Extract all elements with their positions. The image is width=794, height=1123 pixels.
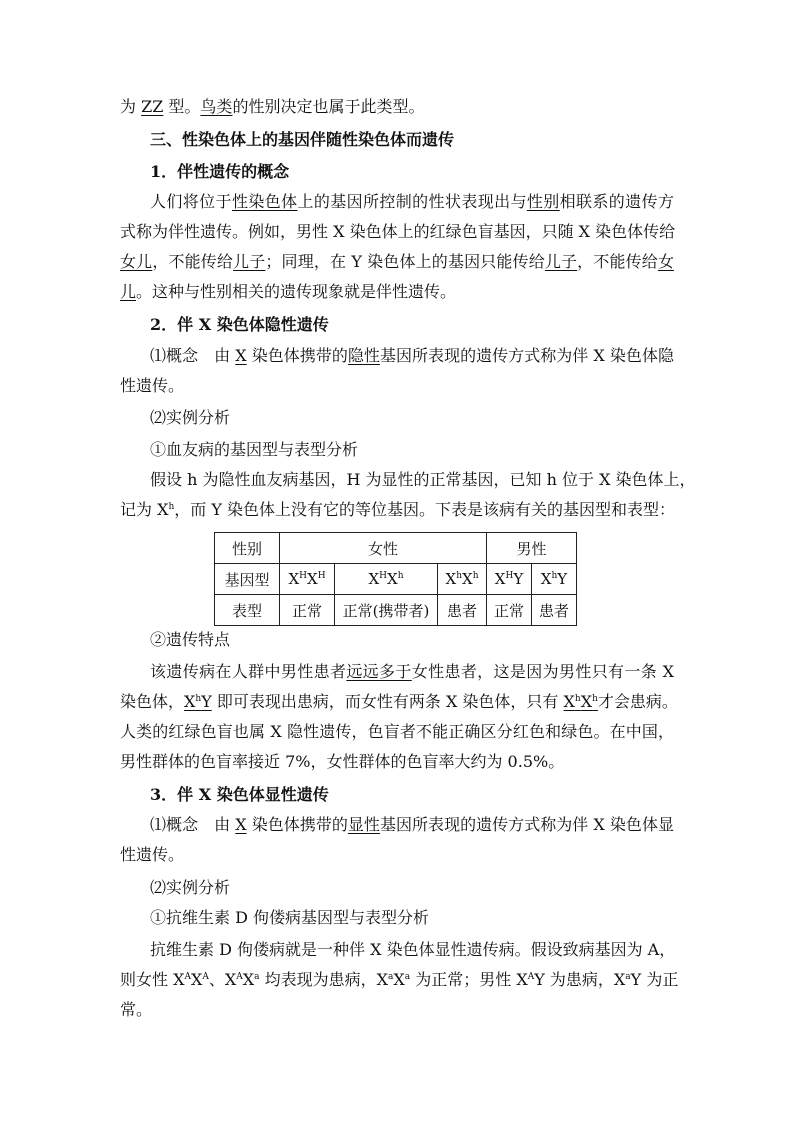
text-line: 儿。这种与性别相关的遗传现象就是伴性遗传。 (120, 282, 457, 301)
subsection-heading: 2．伴 X 染色体隐性遗传 (150, 315, 329, 334)
table-cell: $X^hX^h$ (438, 564, 487, 595)
text-line: 常。 (120, 1000, 153, 1019)
section-heading: 三、性染色体上的基因伴随性染色体而遗传 (150, 130, 455, 149)
table-cell: 男性 (487, 533, 577, 564)
text-line: 女儿，不能传给儿子；同理，在 Y 染色体上的基因只能传给儿子，不能传给女 (120, 252, 674, 271)
table-cell: 性别 (215, 533, 280, 564)
table-row (215, 595, 577, 626)
text-line: ⑵实例分析 (150, 408, 231, 427)
subsection-heading: 1．伴性遗传的概念 (150, 162, 290, 181)
table-cell: 正常(携带者) (335, 595, 438, 626)
table-cell: $X^HX^h$ (335, 564, 438, 595)
table-cell: 正常 (487, 595, 532, 626)
text-line: 性遗传。 (120, 845, 185, 864)
text-line: 则女性 $X^AX^A$、$X^AX^a$ 均表现为患病，$X^aX^a$ 为正常；男性 $X^AY$ 为患病，$X^aY$ 为正 (120, 970, 679, 989)
table-cell: 正常 (280, 595, 335, 626)
table-row (215, 564, 577, 595)
table-cell: 患者 (532, 595, 577, 626)
text-line: ⑵实例分析 (150, 878, 231, 897)
text-line: ⑴概念 由 X 染色体携带的隐性基因所表现的遗传方式称为伴 X 染色体隐 (150, 346, 674, 365)
text-line: 人类的红绿色盲也属 X 隐性遗传，色盲者不能正确区分红色和绿色。在中国， (120, 722, 674, 741)
table-row (215, 533, 577, 564)
text-line: 式称为伴性遗传。例如，男性 X 染色体上的红绿色盲基因，只随 X 染色体传给 (120, 222, 676, 241)
text-line: 抗维生素 D 佝偻病就是一种伴 X 染色体显性遗传病。假设致病基因为 A， (150, 940, 676, 959)
text-line: 男性群体的色盲率接近 7%，女性群体的色盲率大约为 0.5%。 (120, 752, 565, 771)
table-cell: $X^HY$ (487, 564, 532, 595)
text-line: 为 ZZ 型。鸟类的性别决定也属于此类型。 (120, 97, 425, 116)
text-line: 性遗传。 (120, 376, 185, 395)
text-line: 人们将位于性染色体上的基因所控制的性状表现出与性别相联系的遗传方 (150, 192, 674, 211)
text-line: ②遗传特点 (150, 630, 231, 649)
table-cell: $X^hY$ (532, 564, 577, 595)
text-line: 该遗传病在人群中男性患者远远多于女性患者，这是因为男性只有一条 X (150, 662, 674, 681)
genotype-table (214, 532, 577, 626)
subsection-heading: 3．伴 X 染色体显性遗传 (150, 785, 329, 804)
text-line: ⑴概念 由 X 染色体携带的显性基因所表现的遗传方式称为伴 X 染色体显 (150, 815, 674, 834)
text-line: ①抗维生素 D 佝偻病基因型与表型分析 (150, 908, 430, 927)
table-cell: 女性 (280, 533, 487, 564)
table-cell: $X^HX^H$ (280, 564, 335, 595)
text-line: 记为 $X^h$，而 Y 染色体上没有它的等位基因。下表是该病有关的基因型和表型： (120, 500, 676, 519)
table-cell: 表型 (215, 595, 280, 626)
text-line: ①血友病的基因型与表型分析 (150, 440, 359, 459)
text-line: 染色体，$X^hY$ 即可表现出患病，而女性有两条 X 染色体，只有 $X^hX^h$才会患病。 (120, 692, 678, 711)
table-cell: 基因型 (215, 564, 280, 595)
text-line: 假设 h 为隐性血友病基因，H 为显性的正常基因，已知 h 位于 X 染色体上， (150, 470, 696, 489)
table-cell: 患者 (438, 595, 487, 626)
